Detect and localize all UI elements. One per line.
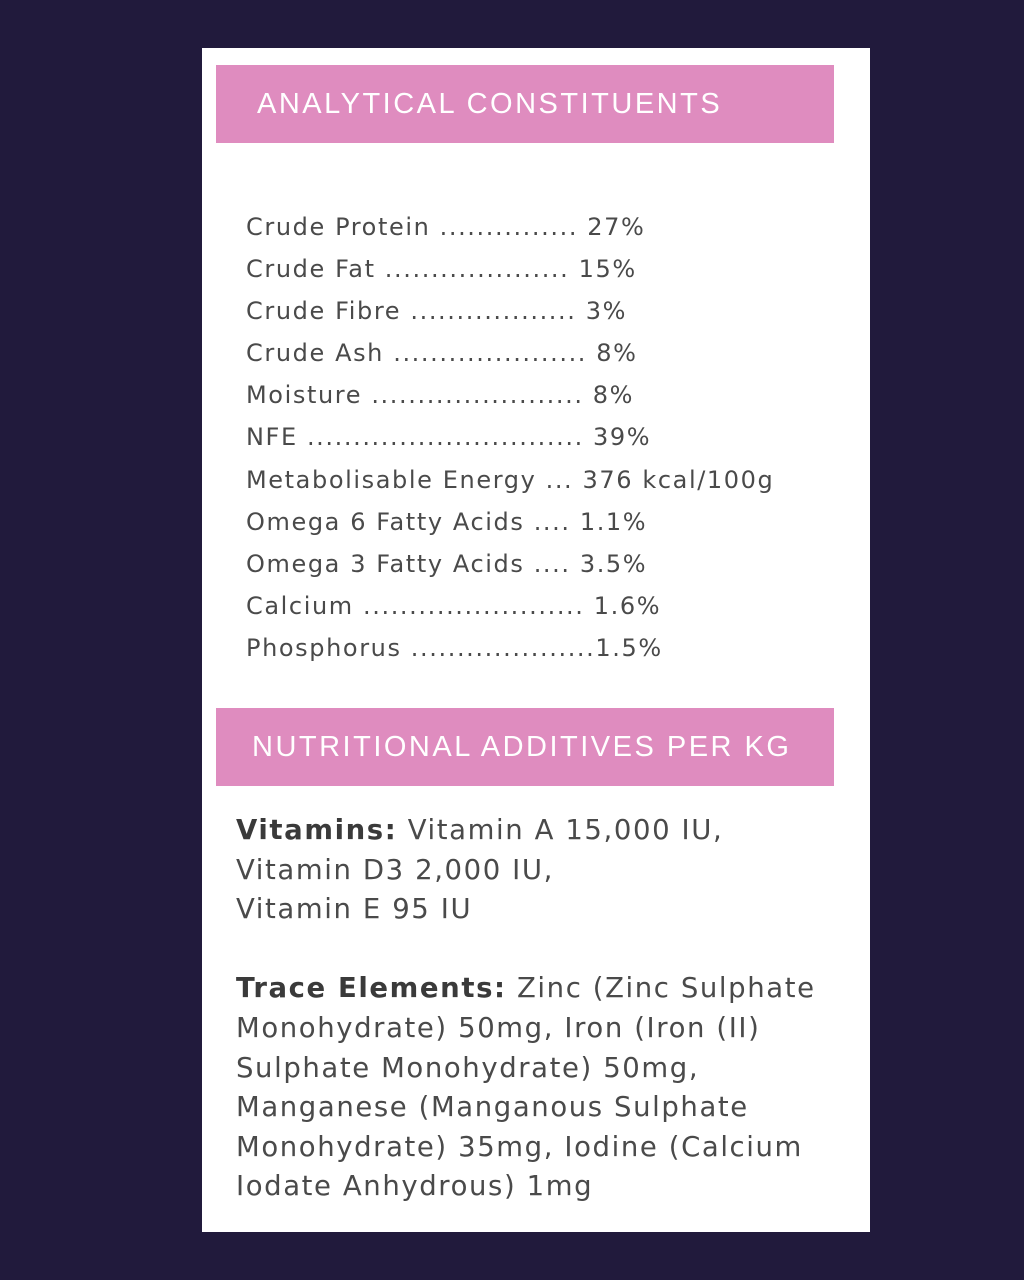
trace-line-2: Monohydrate) 50mg, Iron (Iron (II) [236, 1011, 761, 1044]
trace-line-4: Manganese (Manganous Sulphate [236, 1091, 749, 1124]
constituent-row-calcium: Calcium ........................ 1.6% [246, 591, 662, 620]
vitamins-paragraph [236, 811, 866, 930]
constituent-row-omega-3: Omega 3 Fatty Acids .... 3.5% [246, 549, 648, 578]
trace-line-3: Sulphate Monohydrate) 50mg, [236, 1051, 700, 1084]
trace-elements-paragraph [236, 969, 866, 1207]
additives-body [236, 811, 866, 1207]
constituent-row-crude-fibre: Crude Fibre .................. 3% [246, 297, 627, 326]
vitamins-text-1: Vitamin A 15,000 IU, [397, 814, 724, 846]
constituent-row-crude-fat: Crude Fat .................... 15% [246, 255, 637, 284]
constituent-row-nfe: NFE .............................. 39% [246, 423, 652, 452]
constituent-row-crude-protein: Crude Protein ............... 27% [246, 213, 646, 241]
trace-elements-label: Trace Elements: [236, 972, 507, 1005]
trace-line-5: Monohydrate) 35mg, Iodine (Calcium [236, 1130, 803, 1163]
trace-line-6: Iodate Anhydrous) 1mg [236, 1170, 594, 1203]
nutritional-additives-header: NUTRITIONAL ADDITIVES PER KG [216, 708, 834, 786]
constituent-row-crude-ash: Crude Ash ..................... 8% [246, 339, 638, 368]
trace-text-1: Zinc (Zinc Sulphate [506, 972, 816, 1005]
trace-line-1 [236, 969, 866, 1009]
vitamins-line-1 [236, 811, 866, 851]
constituent-row-moisture: Moisture ....................... 8% [246, 381, 635, 410]
constituent-row-metabolisable-energy: Metabolisable Energy ... 376 kcal/100g [246, 465, 775, 494]
vitamins-label: Vitamins: [236, 814, 398, 846]
analytical-constituents-list [246, 206, 774, 669]
constituent-row-phosphorus: Phosphorus ....................1.5% [246, 633, 663, 662]
constituent-row-omega-6: Omega 6 Fatty Acids .... 1.1% [246, 507, 648, 536]
vitamins-line-3: Vitamin E 95 IU [236, 893, 473, 926]
vitamins-line-2: Vitamin D3 2,000 IU, [236, 853, 554, 886]
nutrition-card [202, 48, 870, 1232]
analytical-constituents-header: ANALYTICAL CONSTITUENTS [216, 65, 834, 143]
